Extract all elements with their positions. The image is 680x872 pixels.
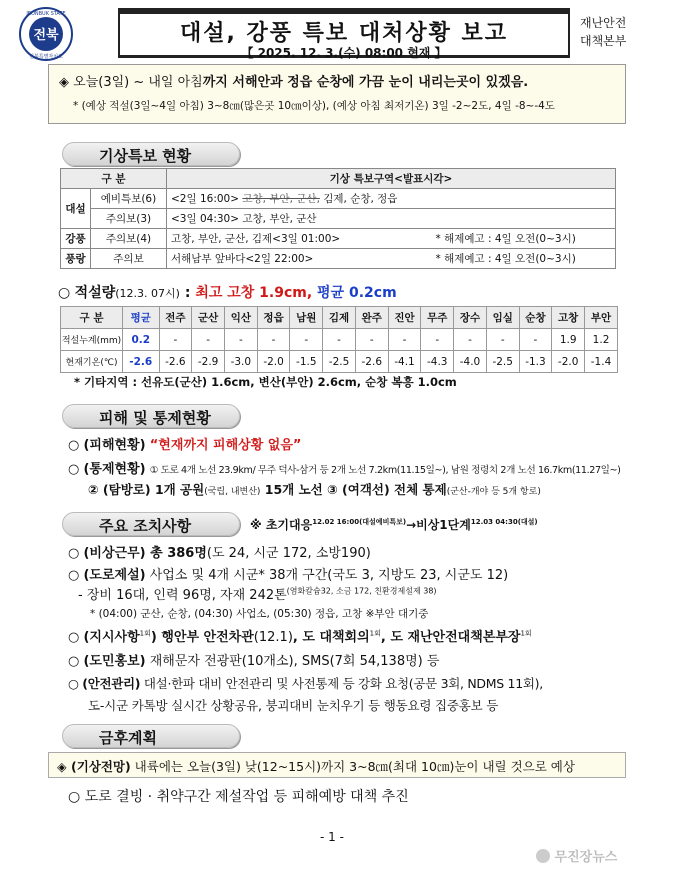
bullet-icon: ○ xyxy=(68,789,81,805)
seal-main-text: 전북 xyxy=(33,28,59,43)
duty-text: 총 386명 xyxy=(145,546,207,561)
snowfall-accum-cell: 1.9 xyxy=(552,329,585,351)
temperature-cell: -2.6 xyxy=(123,351,160,373)
snowfall-accum-cell: 0.2 xyxy=(123,329,160,351)
snowfall-accum-row xyxy=(61,329,618,351)
temperature-cell: -2.0 xyxy=(257,351,290,373)
snowfall-other-regions: * 기타지역 : 선유도(군산) 1.6cm, 변산(부안) 2.6cm, 순창 복흥 1.0cm xyxy=(74,375,457,389)
row-zones: <3일 04:30> 고창, 부안, 군산 xyxy=(167,209,616,229)
row-type: 주의보 xyxy=(91,249,167,269)
control-line1: ① 도로 4개 노선 23.9km/ 무주 덕사-삼거 등 2개 노선 7.2km(11.15일~), 남원 정령치 2개 노선 16.7km(11.27일~) xyxy=(149,465,621,476)
road-clearing xyxy=(68,564,508,583)
section-measures-heading: 주요 조치사항 xyxy=(62,512,240,536)
snowfall-col-header: 정읍 xyxy=(257,307,290,329)
snowfall-col-header: 군산 xyxy=(192,307,225,329)
snowfall-accum-cell: - xyxy=(454,329,487,351)
row-zones: 서해남부 앞바다<2일 22:00> xyxy=(167,249,436,269)
bullet-icon: ○ xyxy=(68,462,80,477)
row-group-strong-wind: 강풍 xyxy=(61,229,91,249)
snowfall-header-label: 구 분 xyxy=(61,307,123,329)
snowfall-max: 최고 고창 1.9cm, xyxy=(195,285,313,301)
bullet-icon: ○ xyxy=(68,676,79,691)
diamond-marker-icon: ◈ xyxy=(57,759,67,774)
directive-sup2: 1회 xyxy=(369,629,381,638)
snowfall-colon: : xyxy=(179,285,196,301)
snowfall-table xyxy=(60,306,618,373)
row-group-heavy-snow: 대설 xyxy=(61,189,91,229)
promo-label: (도민홍보) xyxy=(83,654,146,669)
snowfall-accum-cell: - xyxy=(257,329,290,351)
row-type: 주의보(3) xyxy=(91,209,167,229)
control-line2-d: (군산-개야 등 5개 항로) xyxy=(446,487,541,497)
department xyxy=(580,14,660,50)
note-sup2: 12.03 04:30(대설) xyxy=(470,518,538,526)
road-label: (도로제설) xyxy=(83,568,146,583)
summary-box xyxy=(48,64,626,124)
duty-extra: (도 24, 시군 172, 소방190) xyxy=(206,546,371,561)
temperature-cell: -2.0 xyxy=(552,351,585,373)
safety-management xyxy=(68,674,543,692)
forecast-text: 내륙에는 오늘(3일) 낮(12~15시)까지 3~8㎝(최대 10㎝)눈이 내릴 것으로 예상 xyxy=(130,759,575,774)
public-promotion xyxy=(68,650,439,669)
temperature-cell: -2.6 xyxy=(159,351,192,373)
row-type: 주의보(4) xyxy=(91,229,167,249)
table-row xyxy=(61,209,616,229)
directive-b: (12.1) xyxy=(253,630,293,645)
directive-sup1: 1회 xyxy=(139,629,151,638)
zones-post: 김제, 순창, 정읍 xyxy=(319,193,398,205)
bullet-icon: ○ xyxy=(68,654,80,669)
directive-d: , 도 재난안전대책본부장 xyxy=(380,630,521,645)
temperature-cell: -2.5 xyxy=(486,351,519,373)
damage-value: “현재까지 피해상황 없음” xyxy=(149,438,302,453)
promo-text: 재해문자 전광판(10개소), SMS(7회 54,138명) 등 xyxy=(145,654,440,669)
snowfall-heading xyxy=(58,282,397,302)
directive-c: , 도 대책회의 xyxy=(292,630,370,645)
table-header-row xyxy=(61,169,616,189)
note-sup1: 12.02 16:00(대설예비특보) xyxy=(312,518,407,526)
department-line2: 대책본부 xyxy=(580,34,627,48)
snowfall-col-header: 무주 xyxy=(421,307,454,329)
temperature-cell: -1.4 xyxy=(585,351,618,373)
note-b: →비상1단계 xyxy=(406,518,471,532)
snowfall-col-header: 진안 xyxy=(388,307,421,329)
page-title: 대설, 강풍 특보 대처상황 보고 xyxy=(179,21,509,46)
report-header xyxy=(14,6,666,62)
snowfall-col-header: 고창 xyxy=(552,307,585,329)
snowfall-date: (12.3. 07시) xyxy=(115,287,180,300)
snowfall-col-header: 완주 xyxy=(355,307,388,329)
bullet-icon: ○ xyxy=(68,568,80,583)
section-weather-alerts-heading: 기상특보 현황 xyxy=(62,142,240,166)
zones-struck: 고창, 부안, 군산, xyxy=(242,193,320,205)
snowfall-accum-cell: - xyxy=(486,329,519,351)
snowfall-col-header: 김제 xyxy=(323,307,356,329)
row-type: 예비특보(6) xyxy=(91,189,167,209)
table-row xyxy=(61,249,616,269)
bullet-icon: ○ xyxy=(68,630,80,645)
temperature-cell: -2.9 xyxy=(192,351,225,373)
seal-bottom-text: 전북특별자치도 xyxy=(29,54,63,60)
snowfall-header-row xyxy=(61,307,618,329)
control-line2 xyxy=(88,480,541,498)
snowfall-avg: 평균 0.2cm xyxy=(312,285,397,301)
safety-text: 대설·한파 대비 안전관리 및 사전통제 등 강화 요청(공문 3회, NDMS 11회), xyxy=(140,676,543,691)
snowfall-label: 적설량 xyxy=(74,285,116,301)
control-line2-b: (국립, 내변산) xyxy=(204,487,261,497)
initial-response-note xyxy=(250,516,538,533)
note-a: ※ 초기대응 xyxy=(250,518,313,532)
snowfall-col-header: 남원 xyxy=(290,307,323,329)
directive-a: ) 행안부 안전차관 xyxy=(150,630,254,645)
title-box xyxy=(118,8,570,58)
bullet-icon: ○ xyxy=(58,285,71,301)
watermark-text: 무진장뉴스 xyxy=(554,850,618,865)
snowfall-accum-cell: - xyxy=(388,329,421,351)
watermark-icon xyxy=(536,849,550,863)
equipment-b: (염화칼슘32, 소금 172, 친환경제설제 38) xyxy=(286,586,437,596)
temperature-cell: -4.1 xyxy=(388,351,421,373)
department-line1: 재난안전 xyxy=(580,16,627,30)
page-number: - 1 - xyxy=(320,830,344,844)
section-damage-heading: 피해 및 통제현황 xyxy=(62,404,240,428)
diamond-marker-icon: ◈ xyxy=(59,75,69,90)
table-row xyxy=(61,229,616,249)
row-note: * 해제예고 : 4일 오전(0~3시) xyxy=(436,229,616,249)
temperature-cell: -4.3 xyxy=(421,351,454,373)
equipment-note: * (04:00) 군산, 순창, (04:30) 사업소, (05:30) 정읍, 고창 ※부안 대기중 xyxy=(90,608,429,620)
snowfall-accum-cell: - xyxy=(519,329,552,351)
row-note: * 해제예고 : 4일 오전(0~3시) xyxy=(436,249,616,269)
snowfall-accum-cell: - xyxy=(421,329,454,351)
temperature-cell: -2.5 xyxy=(323,351,356,373)
table-header-category: 구 분 xyxy=(61,169,167,189)
snowfall-accum-cell: - xyxy=(355,329,388,351)
snowfall-accum-cell: - xyxy=(224,329,257,351)
temperature-cell: -4.0 xyxy=(454,351,487,373)
watermark xyxy=(536,846,617,865)
emergency-duty xyxy=(68,542,371,561)
snowfall-col-header: 익산 xyxy=(224,307,257,329)
table-header-zones: 기상 특보구역<발표시각> xyxy=(167,169,616,189)
snowfall-accum-cell: - xyxy=(192,329,225,351)
safety-text2: 도-시군 카톡방 실시간 상황공유, 붕괴대비 눈치우기 등 행동요령 집중홍보 등 xyxy=(88,698,499,713)
forecast-box xyxy=(48,752,626,778)
snowfall-accum-label: 적설누계(mm) xyxy=(61,329,123,351)
summary-line2: * (예상 적설(3일~4일 아침) 3~8㎝(많은곳 10㎝이상), (예상 아침 최저기온) 3일 -2~2도, 4일 -8~-4도 xyxy=(73,100,555,112)
weather-alert-table xyxy=(60,168,616,269)
duty-label: (비상근무) xyxy=(83,546,146,561)
temperature-label: 현재기온(℃) xyxy=(61,351,123,373)
snowfall-col-header: 임실 xyxy=(486,307,519,329)
road-text: 사업소 및 4개 시군* 38개 구간 xyxy=(145,568,328,583)
row-zones xyxy=(167,189,616,209)
damage-label: (피해현황) xyxy=(83,438,146,453)
snowfall-accum-cell: - xyxy=(323,329,356,351)
table-row xyxy=(61,189,616,209)
directives xyxy=(68,626,532,645)
temperature-cell: -1.5 xyxy=(290,351,323,373)
row-zones: 고창, 부안, 군산, 김제<3일 01:00> xyxy=(167,229,436,249)
control-label: (통제현황) xyxy=(83,462,146,477)
equipment-line xyxy=(78,584,437,603)
road-extra: (국도 3, 지방도 23, 시군도 12) xyxy=(327,568,509,583)
row-group-high-seas: 풍랑 xyxy=(61,249,91,269)
snowfall-accum-cell: 1.2 xyxy=(585,329,618,351)
snowfall-col-header: 전주 xyxy=(159,307,192,329)
bullet-icon: ○ xyxy=(68,546,80,561)
temperature-cell: -1.3 xyxy=(519,351,552,373)
bullet-icon: ○ xyxy=(68,438,80,453)
seal-top-text: JEONBUK STATE xyxy=(26,11,66,17)
future-plan xyxy=(68,786,409,806)
snowfall-col-header: 부안 xyxy=(585,307,618,329)
summary-line1-a: 오늘(3일) ~ 내일 아침 xyxy=(69,75,203,90)
control-line2-c: 15개 노선 ③ (여객선) 전체 통제 xyxy=(260,482,447,497)
plan-text: 도로 결빙 · 취약구간 제설작업 등 피해예방 대책 추진 xyxy=(84,789,409,805)
temperature-row xyxy=(61,351,618,373)
temperature-cell: -2.6 xyxy=(355,351,388,373)
snowfall-accum-cell: - xyxy=(159,329,192,351)
safety-label: (안전관리) xyxy=(82,676,141,691)
control-line2-a: ② (탐방로) 1개 공원 xyxy=(88,482,205,497)
summary-line1 xyxy=(59,71,615,90)
snowfall-col-header: 장수 xyxy=(454,307,487,329)
section-plan-heading: 금후계획 xyxy=(62,724,240,748)
summary-line1-b: 까지 서해안과 정읍 순창에 가끔 눈이 내리는곳이 있겠음. xyxy=(202,75,529,90)
snowfall-col-header: 평균 xyxy=(123,307,160,329)
snowfall-col-header: 순창 xyxy=(519,307,552,329)
zones-pre: <2일 16:00> xyxy=(171,193,243,205)
temperature-cell: -3.0 xyxy=(224,351,257,373)
jeonbuk-seal-logo xyxy=(16,6,76,62)
directive-sup3: 1회 xyxy=(520,629,532,638)
equipment-a: - 장비 16대, 인력 96명, 자재 242톤 xyxy=(78,588,287,603)
report-date: 【 2025. 12. 3.(수) 08:00 현재 】 xyxy=(241,46,447,60)
damage-status xyxy=(68,434,301,453)
control-status xyxy=(68,458,621,477)
directive-label: (지시사항 xyxy=(83,630,140,645)
forecast-label: (기상전망) xyxy=(66,759,131,774)
snowfall-accum-cell: - xyxy=(290,329,323,351)
